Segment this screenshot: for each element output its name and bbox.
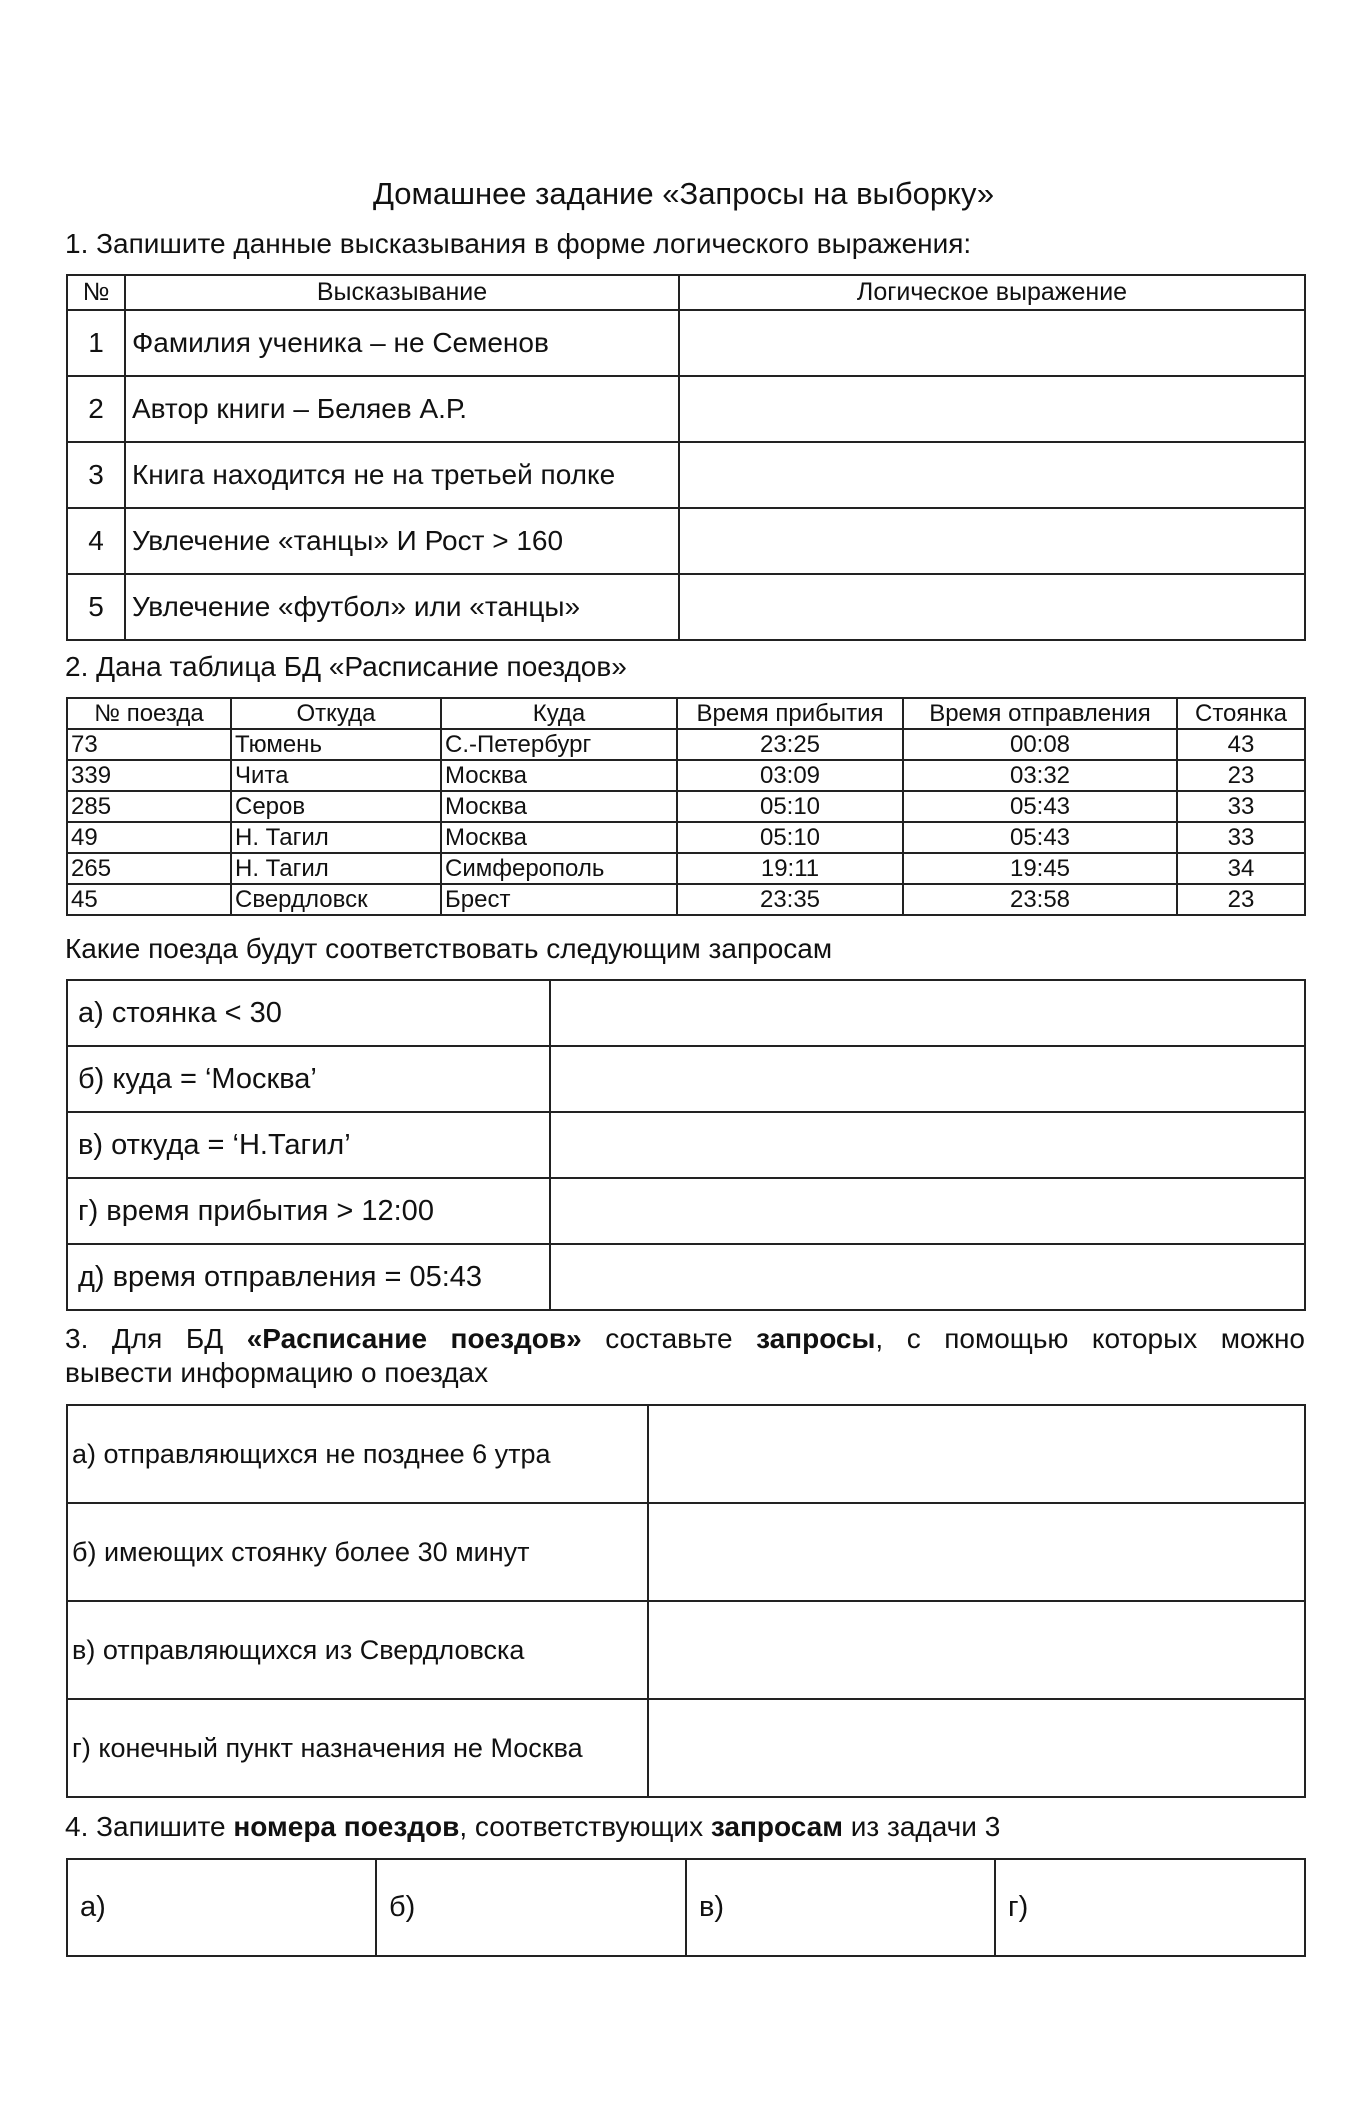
query-cell: б) куда = ‘Москва’ bbox=[67, 1046, 550, 1112]
query-answer-cell[interactable] bbox=[550, 980, 1305, 1046]
train-number-cell: 339 bbox=[67, 760, 231, 791]
statement-cell: Автор книги – Беляев А.Р. bbox=[125, 376, 679, 442]
query-cell: в) откуда = ‘Н.Тагил’ bbox=[67, 1112, 550, 1178]
arrival-cell: 19:11 bbox=[677, 853, 903, 884]
task2-queries-table bbox=[66, 979, 1306, 1311]
task1-table bbox=[66, 274, 1306, 641]
query-answer-cell[interactable] bbox=[648, 1503, 1305, 1601]
task1-heading: 1. Запишите данные высказывания в форме логического выражения: bbox=[65, 228, 972, 259]
query-answer-cell[interactable] bbox=[648, 1405, 1305, 1503]
column-header: № поезда bbox=[67, 698, 231, 729]
table-row bbox=[67, 822, 1305, 853]
expression-answer-cell[interactable] bbox=[679, 376, 1305, 442]
answer-cell-g[interactable]: г) bbox=[995, 1859, 1305, 1956]
query-cell: а) стоянка < 30 bbox=[67, 980, 550, 1046]
column-header: Стоянка bbox=[1177, 698, 1305, 729]
from-cell: Н. Тагил bbox=[231, 853, 441, 884]
table-row bbox=[67, 508, 1305, 574]
train-number-cell: 265 bbox=[67, 853, 231, 884]
task2-question: Какие поезда будут соответствовать следующим запросам bbox=[65, 933, 833, 964]
column-header: № bbox=[67, 275, 125, 310]
table-row bbox=[67, 1601, 1305, 1699]
table-row bbox=[67, 1112, 1305, 1178]
table-row bbox=[67, 1405, 1305, 1503]
train-number-cell: 285 bbox=[67, 791, 231, 822]
to-cell: Симферополь bbox=[441, 853, 677, 884]
task2-heading: 2. Дана таблица БД «Расписание поездов» bbox=[65, 651, 627, 682]
table-row bbox=[67, 853, 1305, 884]
table-header-row bbox=[67, 698, 1305, 729]
statement-cell: Увлечение «футбол» или «танцы» bbox=[125, 574, 679, 640]
column-header: Куда bbox=[441, 698, 677, 729]
train-schedule-table bbox=[66, 697, 1306, 916]
train-number-cell: 73 bbox=[67, 729, 231, 760]
expression-answer-cell[interactable] bbox=[679, 310, 1305, 376]
departure-cell: 05:43 bbox=[903, 822, 1177, 853]
column-header: Время прибытия bbox=[677, 698, 903, 729]
table-row bbox=[67, 1503, 1305, 1601]
column-header: Высказывание bbox=[125, 275, 679, 310]
train-number-cell: 49 bbox=[67, 822, 231, 853]
departure-cell: 23:58 bbox=[903, 884, 1177, 915]
departure-cell: 00:08 bbox=[903, 729, 1177, 760]
stop-cell: 43 bbox=[1177, 729, 1305, 760]
to-cell: Москва bbox=[441, 760, 677, 791]
expression-answer-cell[interactable] bbox=[679, 508, 1305, 574]
table-row bbox=[67, 884, 1305, 915]
table-row bbox=[67, 1699, 1305, 1797]
to-cell: Брест bbox=[441, 884, 677, 915]
task3-heading: 3. Для БД «Расписание поездов» составьте запросы, с помощью которых можно вывести информацию о поездах bbox=[65, 1323, 1305, 1388]
column-header: Время отправления bbox=[903, 698, 1177, 729]
statement-cell: Книга находится не на третьей полке bbox=[125, 442, 679, 508]
column-header: Откуда bbox=[231, 698, 441, 729]
column-header: Логическое выражение bbox=[679, 275, 1305, 310]
statement-cell: Увлечение «танцы» И Рост > 160 bbox=[125, 508, 679, 574]
table-row bbox=[67, 729, 1305, 760]
answer-cell-b[interactable]: б) bbox=[376, 1859, 686, 1956]
stop-cell: 33 bbox=[1177, 822, 1305, 853]
query-answer-cell[interactable] bbox=[550, 1244, 1305, 1310]
stop-cell: 34 bbox=[1177, 853, 1305, 884]
row-number: 2 bbox=[67, 376, 125, 442]
departure-cell: 03:32 bbox=[903, 760, 1177, 791]
table-row bbox=[67, 1178, 1305, 1244]
table-row bbox=[67, 376, 1305, 442]
query-description-cell: б) имеющих стоянку более 30 минут bbox=[67, 1503, 648, 1601]
from-cell: Серов bbox=[231, 791, 441, 822]
query-cell: г) время прибытия > 12:00 bbox=[67, 1178, 550, 1244]
stop-cell: 23 bbox=[1177, 884, 1305, 915]
to-cell: Москва bbox=[441, 791, 677, 822]
departure-cell: 19:45 bbox=[903, 853, 1177, 884]
arrival-cell: 23:35 bbox=[677, 884, 903, 915]
table-row bbox=[67, 1244, 1305, 1310]
query-answer-cell[interactable] bbox=[550, 1046, 1305, 1112]
arrival-cell: 05:10 bbox=[677, 791, 903, 822]
query-answer-cell[interactable] bbox=[648, 1601, 1305, 1699]
query-answer-cell[interactable] bbox=[648, 1699, 1305, 1797]
query-answer-cell[interactable] bbox=[550, 1112, 1305, 1178]
query-answer-cell[interactable] bbox=[550, 1178, 1305, 1244]
query-description-cell: в) отправляющихся из Свердловска bbox=[67, 1601, 648, 1699]
arrival-cell: 03:09 bbox=[677, 760, 903, 791]
answer-row bbox=[67, 1859, 1305, 1956]
statement-cell: Фамилия ученика – не Семенов bbox=[125, 310, 679, 376]
row-number: 3 bbox=[67, 442, 125, 508]
task4-answer-table bbox=[66, 1858, 1306, 1957]
to-cell: С.-Петербург bbox=[441, 729, 677, 760]
arrival-cell: 05:10 bbox=[677, 822, 903, 853]
row-number: 5 bbox=[67, 574, 125, 640]
answer-cell-a[interactable]: а) bbox=[67, 1859, 376, 1956]
from-cell: Тюмень bbox=[231, 729, 441, 760]
query-description-cell: г) конечный пункт назначения не Москва bbox=[67, 1699, 648, 1797]
expression-answer-cell[interactable] bbox=[679, 574, 1305, 640]
table-row bbox=[67, 310, 1305, 376]
table-row bbox=[67, 980, 1305, 1046]
from-cell: Свердловск bbox=[231, 884, 441, 915]
train-number-cell: 45 bbox=[67, 884, 231, 915]
query-description-cell: а) отправляющихся не позднее 6 утра bbox=[67, 1405, 648, 1503]
table-header-row bbox=[67, 275, 1305, 310]
to-cell: Москва bbox=[441, 822, 677, 853]
task3-queries-table bbox=[66, 1404, 1306, 1798]
expression-answer-cell[interactable] bbox=[679, 442, 1305, 508]
table-row bbox=[67, 574, 1305, 640]
departure-cell: 05:43 bbox=[903, 791, 1177, 822]
from-cell: Чита bbox=[231, 760, 441, 791]
row-number: 4 bbox=[67, 508, 125, 574]
table-row bbox=[67, 442, 1305, 508]
table-row bbox=[67, 791, 1305, 822]
from-cell: Н. Тагил bbox=[231, 822, 441, 853]
table-row bbox=[67, 760, 1305, 791]
stop-cell: 23 bbox=[1177, 760, 1305, 791]
arrival-cell: 23:25 bbox=[677, 729, 903, 760]
table-row bbox=[67, 1046, 1305, 1112]
query-cell: д) время отправления = 05:43 bbox=[67, 1244, 550, 1310]
answer-cell-v[interactable]: в) bbox=[686, 1859, 995, 1956]
task4-heading: 4. Запишите номера поездов, соответствующих запросам из задачи 3 bbox=[65, 1811, 1001, 1842]
row-number: 1 bbox=[67, 310, 125, 376]
page-title: Домашнее задание «Запросы на выборку» bbox=[372, 176, 995, 211]
stop-cell: 33 bbox=[1177, 791, 1305, 822]
